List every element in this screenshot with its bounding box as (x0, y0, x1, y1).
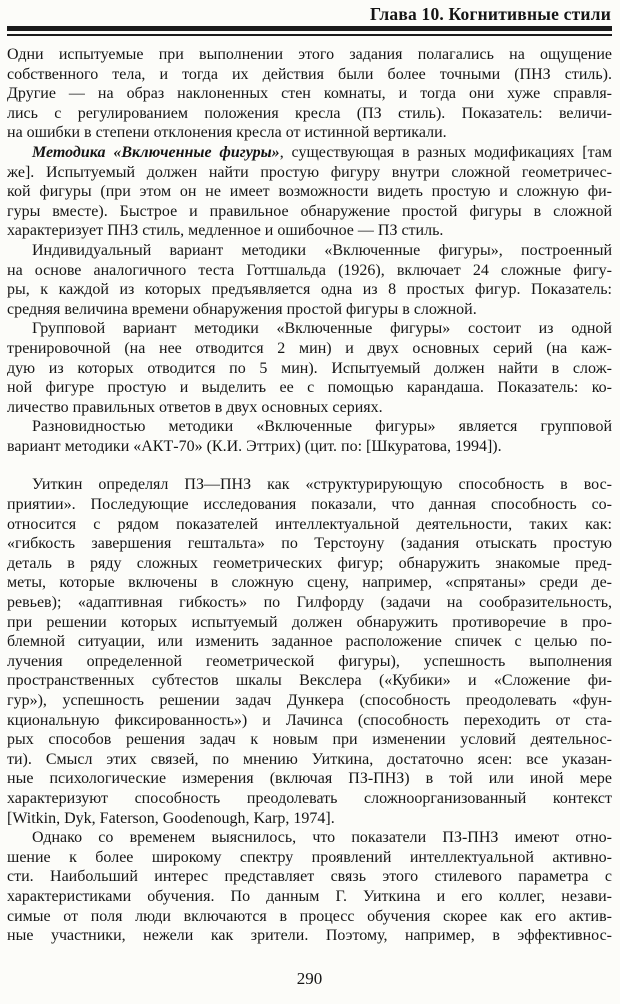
text-line: [Witkin, Dyk, Faterson, Goodenough, Karp, 1974]. (7, 809, 335, 827)
text-line: ти). Смысл этих связей, по мнению Уиткина, достаточно ясен: все указан- (7, 750, 612, 768)
method-title-emphasis: Методика «Включенные фигуры» (32, 143, 280, 161)
running-head-chapter-title: Глава 10. Когнитивные стили (369, 4, 611, 24)
text-line: лись с регулированием положения кресла (ПЗ стиль). Показатель: величи- (7, 104, 612, 122)
text-line: относится с рядом показателей интеллектуальной деятельности, таких как: (7, 515, 612, 533)
text-line: пространственных субтестов шкалы Векслера («Кубики» и «Сложение фи- (7, 672, 612, 690)
text-line: Групповой вариант методики «Включенные фигуры» состоит из одной (32, 320, 612, 338)
text-line: Другие — на образ наклоненных стен комнаты, и тогда они хуже справля- (7, 85, 612, 103)
paragraph-group-variant (7, 319, 612, 417)
text-line: «гибкость завершения гештальта» по Терстоуну (задания отыскать простую (7, 535, 612, 553)
text-line: ревьев); «адаптивная гибкость» по Гилфорду (задачи на сообразительность, (7, 594, 612, 612)
text-line: гур»), успешность решении задач Дункера (способность преодолевать «фун- (7, 692, 612, 709)
page-number: 290 (296, 968, 323, 988)
text-line: характеризует ПНЗ стиль, медленное и ошибочное — ПЗ стиль. (7, 222, 444, 240)
text-line: ной фигуре простую и выделить ее с помощью карандаша. Показатель: ко- (7, 379, 612, 397)
text-line: Индивидуальный вариант методики «Включенные фигуры», построенный (32, 241, 612, 259)
text-line: собственного тела, и тогда их действия были более точными (ПНЗ стиль). (7, 65, 612, 83)
text-line: характеризуют способность преодолевать сложноорганизованный контекст (7, 789, 612, 807)
text-line: Одни испытуемые при выполнении этого задания полагались на ощущение (7, 46, 612, 63)
text-line: сти. Наибольший интерес представляет связь этого стилевого параметра с (7, 868, 612, 886)
text-line: вариант методики «АКТ-70» (К.И. Эттрих) (цит. по: [Шкуратова, 1994]). (7, 437, 502, 455)
text-line: гуры вместе). Быстрое и правильное обнаружение простой фигуры в сложной (7, 202, 612, 220)
text-line: личество правильных ответов в двух основных сериях. (7, 398, 383, 416)
text-line: шение к более широкому спектру проявлений интеллектуальной активно- (7, 848, 612, 866)
text-line: на основе аналогичного теста Готтшальда (1926), включает 24 сложные фигу- (7, 261, 612, 279)
text-line: симые от поля люди включаются в процесс обучения скорее как его актив- (7, 907, 612, 925)
text-line: блемной ситуации, или изменить заданное расположение спичек с целью по- (7, 633, 612, 651)
text-line: кциональную фиксированность») и Лачинса (способность переходить от ста- (7, 711, 612, 729)
text-line: Однако со временем выяснилось, что показатели ПЗ-ПНЗ имеют отно- (32, 829, 612, 847)
text-line: средняя величина времени обнаружения простой фигуры в сложной. (7, 300, 477, 318)
text-line: характеристиками обучения. По данным Г. Уиткина и его коллег, незави- (7, 887, 612, 905)
text-run: , существующая в разных модификациях [там (279, 143, 612, 161)
page-body (7, 45, 612, 946)
text-line: тренировочной (на нее отводится 2 мин) и двух основных серий (на каж- (7, 339, 612, 357)
text-line: кой фигуры (при этом он не имеет возможности видеть простую и сложную фи- (7, 183, 612, 201)
text-line: Разновидностью методики «Включенные фигуры» является групповой (32, 418, 612, 436)
text-line: Уиткин определял ПЗ—ПНЗ как «структурирующую способность в вос- (32, 476, 612, 494)
text-line: дую из которых отводится по 5 мин). Испытуемый должен найти в слож- (7, 359, 612, 377)
text-line: приятии». Последующие исследования показали, что данная способность со- (7, 496, 612, 514)
text-line: рых способов решения задач к новым при изменении условий деятельнос- (7, 731, 612, 749)
text-line: ры, к каждой из которых предъявляется одна из 8 простых фигур. Показатель: (7, 281, 612, 299)
text-line: же]. Испытуемый должен найти простую фигуру внутри сложной геометричес- (7, 163, 612, 181)
text-line: меты, которые включены в сложную сцену, например, «спрятаны» среди де- (7, 574, 612, 592)
text-line: на ошибки в степени отклонения кресла от истинной вертикали. (7, 124, 447, 142)
paragraph-embedded-figures (7, 143, 612, 241)
text-line (7, 143, 612, 163)
paragraph-witkin-definition (7, 475, 612, 828)
header-double-rule (7, 26, 612, 36)
text-line: ные психологические измерения (включая ПЗ-ПНЗ) в той или иной мере (7, 770, 612, 788)
text-line: лучения определенной геометрической фигуры), успешность выполнения (7, 652, 612, 670)
text-line: при решении которых испытуемый должен обнаружить противоречие в про- (7, 613, 612, 631)
paragraph-rod-and-frame (7, 45, 612, 143)
paragraph-individual-variant (7, 241, 612, 319)
text-line: деталь в ряду сложных геометрических фигур; обнаружить знакомые пред- (7, 554, 612, 572)
paragraph-learning-relation (7, 828, 612, 946)
text-line: ные участники, нежели как зрители. Поэтому, например, в эффективнос- (7, 927, 612, 945)
paragraph-akt70-variant (7, 417, 612, 456)
